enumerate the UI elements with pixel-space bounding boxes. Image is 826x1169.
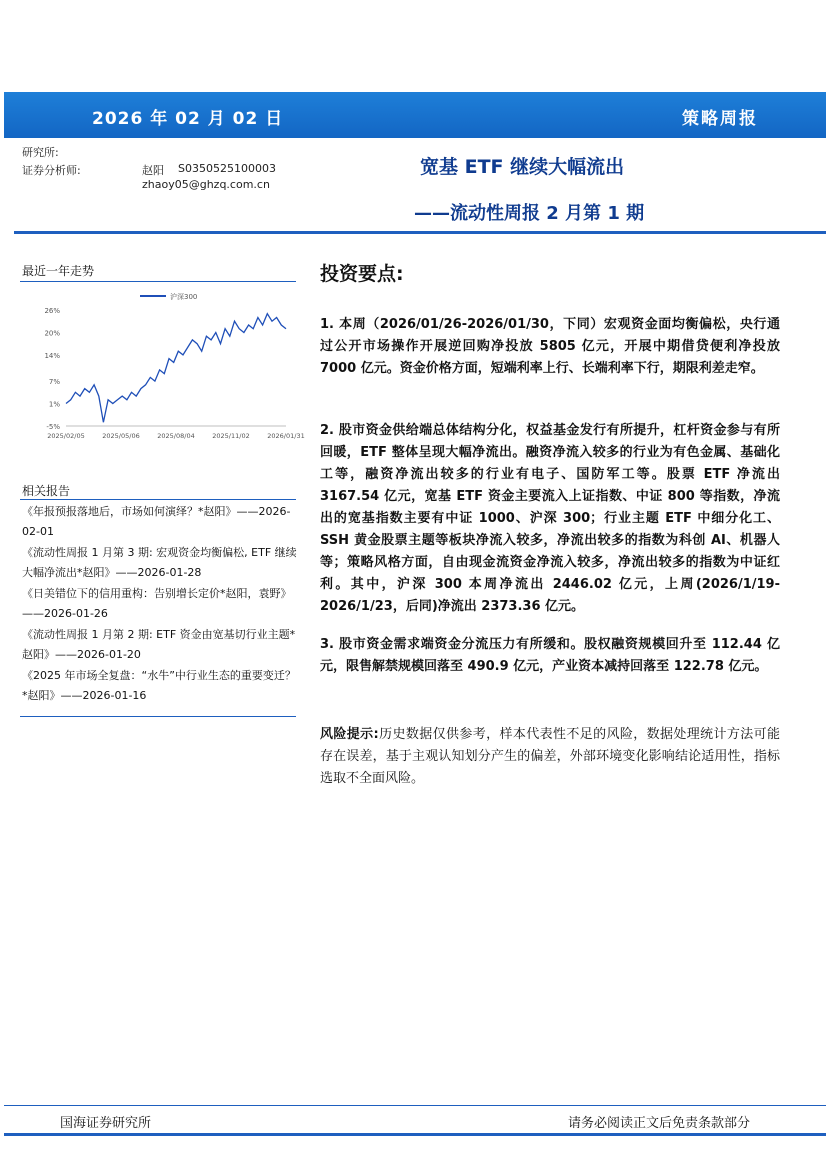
related-report-item[interactable]: 《流动性周报 1 月第 2 期: ETF 资金由宽基切行业主题*赵阳》——2026-01-20 [22,628,296,661]
title-divider [14,231,826,234]
x-tick-label: 2025/11/02 [212,432,250,440]
y-tick-label: 14% [44,351,60,360]
footer-institute: 国海证券研究所 [60,1116,152,1131]
x-tick-label: 2025/05/06 [102,432,140,440]
institute-label: 研究所: [22,146,59,159]
related-report-item[interactable]: 《日美错位下的信用重构：告别增长定价*赵阳，袁野》——2026-01-26 [22,587,292,620]
footer-disclaimer: 请务必阅读正文后免责条款部分 [568,1116,751,1131]
section-title: 投资要点: [320,263,404,285]
analyst-license: S0350525100003 [178,162,276,175]
legend [140,292,197,301]
risk-label: 风险提示: [320,727,379,742]
analyst-label: 证券分析师: [22,164,81,177]
related-divider [20,499,296,500]
related-report-item[interactable]: 《流动性周报 1 月第 3 期: 宏观资金均衡偏松, ETF 继续大幅净流出*赵阳》——2026-01-28 [22,546,297,579]
y-tick-label: 1% [48,400,60,409]
point-3: 3. 股市资金需求端资金分流压力有所缓和。股权融资规模回升至 112.44 亿元，限售解禁规模回落至 490.9 亿元，产业资本减持回落至 122.78 亿元。 [320,637,780,674]
point-2: 2. 股市资金供给端总体结构分化，权益基金发行有所提升，杠杆资金参与有所回暖，ETF 整体呈现大幅净流出。融资净流入较多的行业为有色金属、基础化工等，融资净流出较多的行业有电子、国防军工等。股票 ETF 净流出 3167.54 亿元，宽基 ETF 资金主要流入上证指数、中证 800 等指数，净流出的宽基指数主要有中证 1000、沪深 300；行业主题 ETF 中细分化工、SSH 黄金股票主题等板块净流入较多，净流出较多的指数为科创 AI、机器人等；策略风格方面，自由现金流资金净流入较多，净流出较多的指数为中证红利。其中，沪深 300 本周净流出 2446.02 亿元，上周(2026/1/19-2026/1/23，后同)净流出 2373.36 亿元。 [320,423,780,614]
risk-note [320,724,780,790]
legend-label: 沪深300 [170,293,198,301]
related-title: 相关报告 [22,484,71,498]
report-date: 2026 年 02 月 02 日 [92,109,284,129]
y-tick-label: 20% [44,329,60,338]
series-line [66,314,286,423]
trend-divider [20,281,296,282]
y-tick-label: 26% [44,307,60,315]
report-subtitle: ——流动性周报 2 月第 1 期 [414,203,645,224]
footer-bar [4,1133,826,1136]
risk-text: 历史数据仅供参考，样本代表性不足的风险，数据处理统计方法可能存在误差，基于主观认知划分产生的偏差，外部环境变化影响结论适用性，指标选取不全面风险。 [320,727,780,786]
related-bottom-divider [20,716,296,717]
header-banner [4,92,826,138]
related-report-item[interactable]: 《2025 年市场全复盘：“水牛”中行业生态的重要变迁？*赵阳》——2026-01-16 [22,669,296,702]
report-type: 策略周报 [682,109,758,129]
x-tick-label: 2026/01/31 [267,432,305,440]
analyst-email[interactable]: zhaoy05@ghzq.com.cn [142,178,270,191]
trend-chart [22,288,305,448]
footer-divider [4,1105,826,1106]
y-tick-label: 7% [48,378,60,387]
plot-area [66,314,286,423]
report-title: 宽基 ETF 继续大幅流出 [420,156,625,178]
analyst-name: 赵阳 [142,164,164,177]
related-report-item[interactable]: 《年报预报落地后，市场如何演绎？*赵阳》——2026-02-01 [22,505,291,538]
x-axis-ticks [47,432,304,440]
y-tick-label: -5% [46,423,60,431]
trend-title: 最近一年走势 [22,264,95,278]
point-1: 1. 本周（2026/01/26-2026/01/30，下同）宏观资金面均衡偏松，央行通过公开市场操作开展逆回购净投放 5805 亿元，开展中期借贷便利净投放 7000 亿元。资金价格方面，短端利率上行、长端利率下行，期限利差走窄。 [320,317,780,376]
x-tick-label: 2025/08/04 [157,432,195,440]
related-reports-list [22,502,298,707]
x-tick-label: 2025/02/05 [47,432,85,440]
